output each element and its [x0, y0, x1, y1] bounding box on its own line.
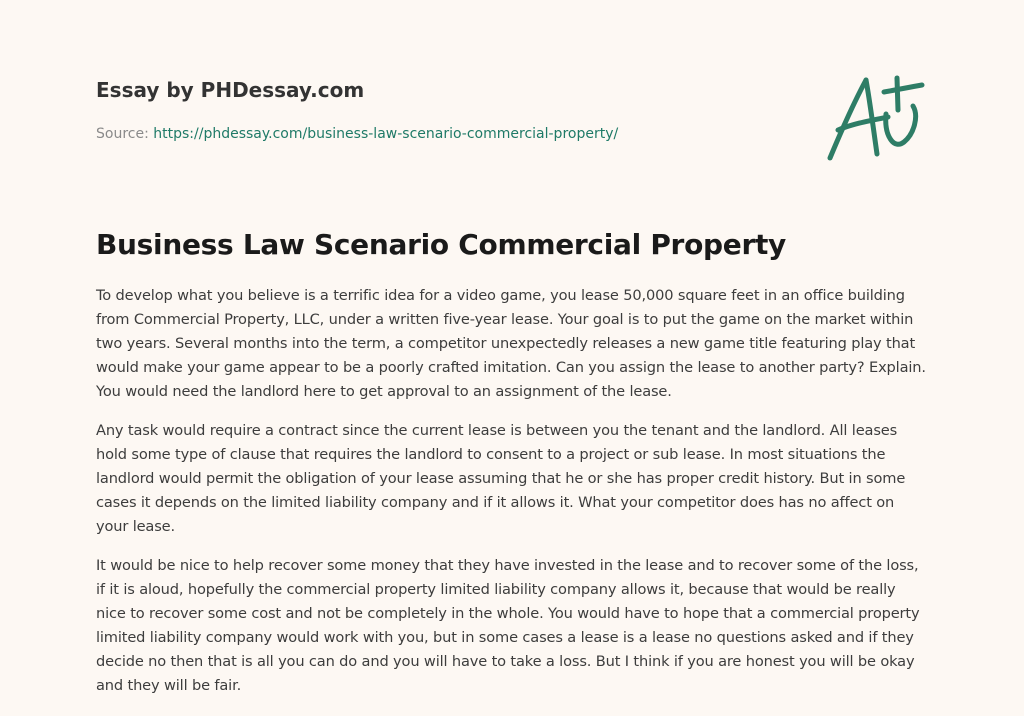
essay-paragraph-2: Any task would require a contract since the current lease is between you the tenant and the landlord. All leases hold some type of clause that requires the landlord to consent to a project or sub lease. In most situations the landlord would permit the obligation of your lease assuming that he or she has proper credit history. But in some cases it depends on the limited liability company and if it allows it. What your competitor does has no affect on your lease. — [96, 422, 906, 535]
essay-paragraph-1: To develop what you believe is a terrific idea for a video game, you lease 50,000 square feet in an office building from Commercial Property, LLC, under a written five-year lease. Your goal is to put the game on the market within two years. Several months into the term, a competitor unexpectedly releases a new game title featuring play that would make your game appear to be a poorly crafted imitation. Can you assign the lease to another party? Explain. You would need the landlord here to get approval to an assignment of the lease. — [96, 287, 926, 400]
page-header — [96, 76, 796, 144]
essay-title: Business Law Scenario Commercial Property — [96, 228, 786, 261]
a-plus-logo-icon — [822, 70, 928, 164]
source-label: Source: — [96, 126, 149, 142]
source-line — [96, 124, 796, 144]
source-link[interactable]: https://phdessay.com/business-law-scenario-commercial-property/ — [153, 126, 619, 142]
site-title: Essay by PHDessay.com — [96, 78, 365, 102]
essay-content — [96, 226, 928, 713]
essay-paragraph-3: It would be nice to help recover some money that they have invested in the lease and to recover some of the loss, if it is aloud, hopefully the commercial property limited liability company allows it, because that would be really nice to recover some cost and not be completely in the whole. You would have to hope that a commercial property limited liability company would work with you, but in some cases a lease is a lease no questions asked and if they decide no then that is all you can do and you will have to take a loss. But I think if you are honest you will be okay and they will be fair. — [96, 557, 920, 694]
